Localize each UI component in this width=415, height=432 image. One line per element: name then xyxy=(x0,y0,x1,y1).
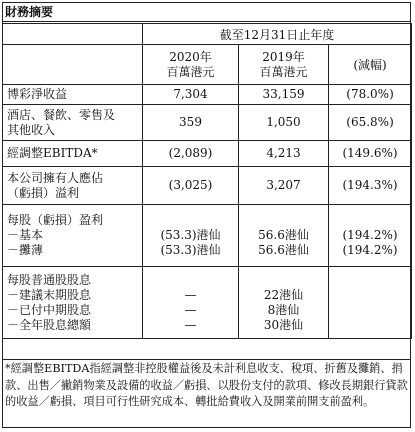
hotel-label-line: 酒店、餐飲、零售及 xyxy=(7,107,116,122)
ebitda-label-cell xyxy=(3,141,143,167)
eps-v2019-cell xyxy=(239,205,329,267)
eps-chg-line: (194.2%) xyxy=(342,243,398,257)
eps-label-line: 每股（虧損）盈利 xyxy=(7,213,104,227)
row-eps xyxy=(3,205,412,267)
profit-v2020-cell xyxy=(143,167,239,205)
dividend-v2019-cell xyxy=(239,267,329,339)
hotel-chg-line: (65.8%) xyxy=(346,115,394,129)
row-hotel xyxy=(3,105,412,141)
dividend-chg-line xyxy=(333,303,407,318)
hotel-v2019-cell xyxy=(239,105,329,141)
ebitda-v2019-cell xyxy=(239,141,329,167)
hotel-label-line: 其他收入 xyxy=(7,122,56,137)
dividend-label-cell xyxy=(3,267,143,339)
eps-chg-line xyxy=(333,213,407,228)
profit-v2019-line: 3,207 xyxy=(266,178,301,192)
dividend-v2020-line: — xyxy=(184,287,197,302)
header-2020-unit: 百萬港元 xyxy=(166,64,215,79)
gaming-chg-line: (78.0%) xyxy=(346,87,394,101)
profit-label-cell xyxy=(3,167,143,205)
gaming-label-cell xyxy=(3,85,143,105)
gaming-chg-cell xyxy=(329,85,412,105)
header-change: (減幅) xyxy=(329,45,412,85)
eps-v2020-line: (53.3)港仙 xyxy=(160,228,221,242)
profit-chg-line: (194.3%) xyxy=(342,178,398,192)
profit-label-line: 本公司擁有人應佔 xyxy=(7,170,104,185)
ebitda-v2020-line: (2,089) xyxy=(168,146,213,160)
ebitda-label-line: 經調整EBITDA* xyxy=(7,146,98,160)
dividend-chg-cell xyxy=(329,267,412,339)
dividend-v2020-line xyxy=(147,273,234,288)
row-ebitda xyxy=(3,141,412,167)
hotel-v2020-cell xyxy=(143,105,239,141)
dividend-chg-line xyxy=(333,273,407,288)
eps-chg-line: (194.2%) xyxy=(342,228,398,242)
profit-label-line: （虧損）溢利 xyxy=(7,185,80,200)
header-2019-unit: 百萬港元 xyxy=(259,64,308,79)
eps-v2020-line xyxy=(147,213,234,228)
dividend-label-line: －全年股息總額 xyxy=(7,317,92,332)
eps-label-line: －基本 xyxy=(7,228,44,242)
dividend-label-line: －已付中期股息 xyxy=(7,302,92,317)
profit-v2020-line: (3,025) xyxy=(168,178,213,192)
eps-v2019-line: 56.6港仙 xyxy=(258,228,309,242)
section-title: 財務摘要 xyxy=(2,2,411,22)
dividend-v2020-line: — xyxy=(184,302,197,317)
ebitda-v2019-line: 4,213 xyxy=(266,146,301,160)
eps-v2020-line: (53.3)港仙 xyxy=(160,243,221,257)
eps-v2019-line xyxy=(243,213,324,228)
dividend-v2019-line: 22港仙 xyxy=(263,287,304,302)
gaming-v2019-line: 33,159 xyxy=(262,87,305,101)
header-period-row xyxy=(3,24,412,45)
eps-chg-cell xyxy=(329,205,412,267)
dividend-v2020-cell xyxy=(143,267,239,339)
gaming-v2019-cell xyxy=(239,85,329,105)
ebitda-chg-cell xyxy=(329,141,412,167)
ebitda-chg-line: (149.6%) xyxy=(342,146,398,160)
period-header: 截至12月31日止年度 xyxy=(143,24,412,45)
financial-summary-table xyxy=(2,23,412,339)
gaming-label-line: 博彩淨收益 xyxy=(7,87,68,101)
hotel-v2020-line: 359 xyxy=(179,115,202,129)
header-blank xyxy=(3,24,143,45)
dividend-label-line: －建議末期股息 xyxy=(7,287,92,302)
dividend-chg-line xyxy=(333,288,407,303)
dividend-label-line: 每股普通股股息 xyxy=(7,272,92,287)
dividend-v2019-line: 8港仙 xyxy=(267,302,300,317)
dividend-v2019-line xyxy=(243,273,324,288)
header-2019 xyxy=(239,45,329,85)
hotel-v2019-line: 1,050 xyxy=(266,115,301,129)
footnote: *經調整EBITDA指經調整非控股權益後及未計利息收支、稅項、折舊及攤銷、捐款、出售／撇銷物業及設備的收益／虧損、以股份支付的款項、修改長期銀行貸款的收益／虧損、項目可行性研究成本、轉批給費收入及開業前開支前盈利。 xyxy=(2,359,411,428)
eps-v2020-cell xyxy=(143,205,239,267)
eps-v2019-line: 56.6港仙 xyxy=(258,243,309,257)
gaming-v2020-cell xyxy=(143,85,239,105)
header-2020-year: 2020年 xyxy=(169,49,212,64)
hotel-chg-cell xyxy=(329,105,412,141)
dividend-chg-line xyxy=(333,318,407,333)
dividend-v2019-line: 30港仙 xyxy=(263,317,304,332)
header-2020 xyxy=(143,45,239,85)
profit-chg-cell xyxy=(329,167,412,205)
gaming-v2020-line: 7,304 xyxy=(173,87,208,101)
header-2019-year: 2019年 xyxy=(262,49,305,64)
eps-label-cell xyxy=(3,205,143,267)
row-dividend xyxy=(3,267,412,339)
header-columns-row xyxy=(3,45,412,85)
row-profit xyxy=(3,167,412,205)
row-gaming xyxy=(3,85,412,105)
ebitda-v2020-cell xyxy=(143,141,239,167)
header-blank-2 xyxy=(3,45,143,85)
dividend-v2020-line: — xyxy=(184,317,197,332)
profit-v2019-cell xyxy=(239,167,329,205)
hotel-label-cell xyxy=(3,105,143,141)
eps-label-line: －攤薄 xyxy=(7,243,44,257)
